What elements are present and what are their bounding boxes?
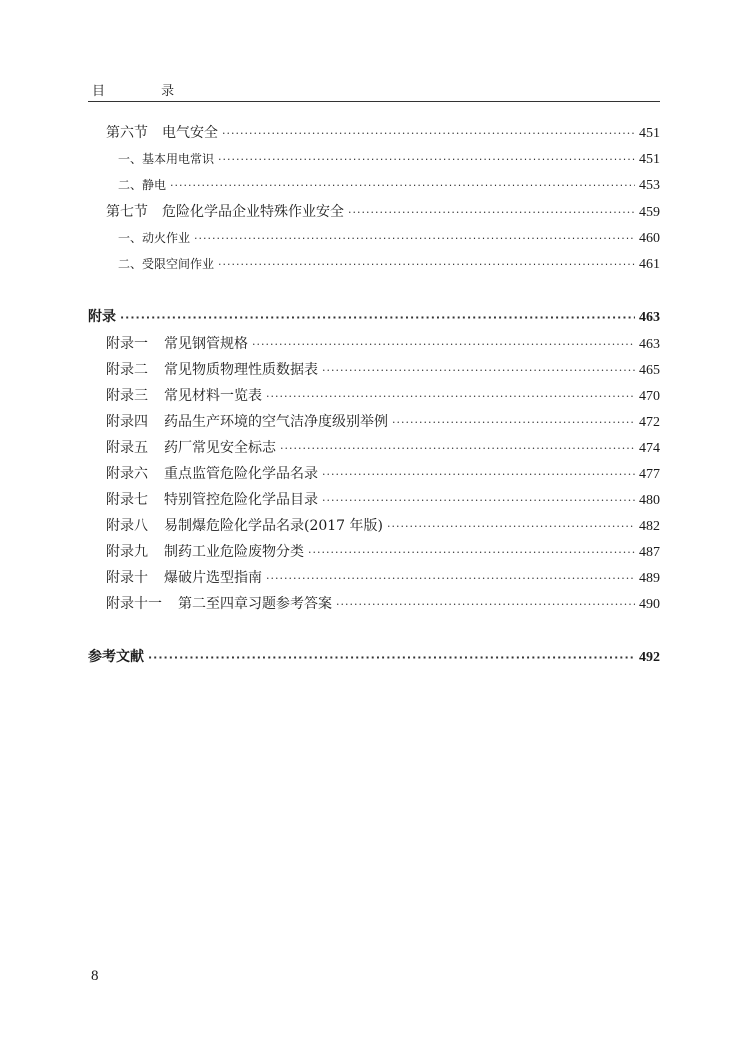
toc-entry-number: 附录六 (106, 466, 148, 482)
toc-entry-number: 附录八 (106, 518, 148, 534)
toc-entry-page: 472 (639, 415, 660, 430)
dot-leader (194, 232, 635, 245)
toc-entry-number: 第七节 (106, 204, 148, 220)
toc-entry-appendix[interactable] (88, 385, 660, 405)
header-divider (88, 101, 660, 102)
toc-entry-page: 492 (639, 650, 660, 665)
dot-leader (120, 311, 635, 324)
toc-entry-number: 附录四 (106, 414, 148, 430)
toc-entry-appendix[interactable] (88, 333, 660, 353)
toc-entry-number: 附录十一 (106, 596, 162, 612)
toc-entry-title: 二、受限空间作业 (118, 257, 215, 271)
toc-entry-number: 附录二 (106, 362, 148, 378)
dot-leader (348, 206, 635, 219)
toc-entry-appendix[interactable] (88, 359, 660, 379)
toc-entry-page: 489 (639, 571, 660, 586)
toc-entry-title: 电气安全 (162, 125, 218, 141)
toc-entry-page: 482 (639, 519, 660, 534)
toc-entry-title: 一、动火作业 (118, 231, 191, 245)
toc-entry-number: 附录十 (106, 570, 148, 586)
toc-entry-number: 附录九 (106, 544, 148, 560)
toc-entry-page: 470 (639, 389, 660, 404)
toc-entry-page: 461 (639, 257, 660, 272)
dot-leader (322, 468, 635, 481)
toc-entry-page: 490 (639, 597, 660, 612)
toc-entry-page: 453 (639, 178, 660, 193)
toc-entry-subsection[interactable] (88, 176, 660, 194)
dot-leader (266, 572, 635, 585)
running-header: 目 录 (92, 84, 201, 99)
toc-entry-title: 第二至四章习题参考答案 (178, 596, 332, 612)
toc-entry-page: 463 (639, 310, 660, 325)
dot-leader (392, 416, 635, 429)
toc-entry-appendix-heading[interactable] (88, 306, 660, 326)
dot-leader (308, 546, 635, 559)
toc-entry-title: 特别管控危险化学品目录 (164, 492, 318, 508)
toc-entry-section[interactable] (88, 201, 660, 221)
toc-entry-page: 477 (639, 467, 660, 482)
toc-entry-appendix[interactable] (88, 515, 660, 535)
toc-entry-number: 附录五 (106, 440, 148, 456)
toc-entry-title: 附录 (88, 309, 116, 325)
toc-entry-subsection[interactable] (88, 150, 660, 168)
dot-leader (148, 651, 635, 664)
dot-leader (170, 179, 635, 192)
toc-entry-number: 第六节 (106, 125, 148, 141)
toc-entry-appendix[interactable] (88, 489, 660, 509)
toc-entry-title: 易制爆危险化学品名录(2017 年版) (164, 518, 384, 534)
page-number: 8 (91, 968, 99, 984)
toc-entry-appendix[interactable] (88, 411, 660, 431)
dot-leader (218, 258, 635, 271)
toc-entry-page: 463 (639, 337, 660, 352)
toc-entry-title: 危险化学品企业特殊作业安全 (162, 204, 344, 220)
toc-entry-page: 460 (639, 231, 660, 246)
toc-entry-appendix[interactable] (88, 567, 660, 587)
dot-leader (387, 520, 635, 533)
toc-entry-page: 487 (639, 545, 660, 560)
toc-entry-references[interactable] (88, 646, 660, 666)
dot-leader (218, 153, 635, 166)
toc-entry-section[interactable] (88, 122, 660, 142)
toc-entry-title: 药厂常见安全标志 (164, 440, 276, 456)
toc-entry-subsection[interactable] (88, 229, 660, 247)
toc-entry-page: 451 (639, 126, 660, 141)
toc-entry-title: 常见材料一览表 (164, 388, 262, 404)
dot-leader (322, 494, 635, 507)
toc-entry-appendix[interactable] (88, 437, 660, 457)
dot-leader (336, 598, 635, 611)
toc-entry-page: 474 (639, 441, 660, 456)
dot-leader (322, 364, 635, 377)
toc-entry-title: 参考文献 (88, 649, 144, 665)
toc-entry-subsection[interactable] (88, 255, 660, 273)
toc-entry-appendix[interactable] (88, 541, 660, 561)
toc-entry-title: 药品生产环境的空气洁净度级别举例 (164, 414, 388, 430)
toc-entry-page: 459 (639, 205, 660, 220)
toc-entry-number: 附录一 (106, 336, 148, 352)
dot-leader (280, 442, 635, 455)
toc-entry-title: 重点监管危险化学品名录 (164, 466, 318, 482)
toc-entry-title: 常见钢管规格 (164, 336, 248, 352)
toc-entry-page: 465 (639, 363, 660, 378)
dot-leader (222, 127, 635, 140)
toc-entry-title: 二、静电 (118, 178, 167, 192)
dot-leader (266, 390, 635, 403)
toc-entry-page: 451 (639, 152, 660, 167)
dot-leader (252, 338, 635, 351)
toc-entry-appendix[interactable] (88, 463, 660, 483)
toc-entry-page: 480 (639, 493, 660, 508)
toc-entry-appendix[interactable] (88, 593, 660, 613)
toc-entry-number: 附录七 (106, 492, 148, 508)
toc-entry-title: 爆破片选型指南 (164, 570, 262, 586)
toc-entry-title: 一、基本用电常识 (118, 152, 215, 166)
toc-entry-number: 附录三 (106, 388, 148, 404)
toc-entry-title: 制药工业危险废物分类 (164, 544, 304, 560)
toc-entry-title: 常见物质物理性质数据表 (164, 362, 318, 378)
